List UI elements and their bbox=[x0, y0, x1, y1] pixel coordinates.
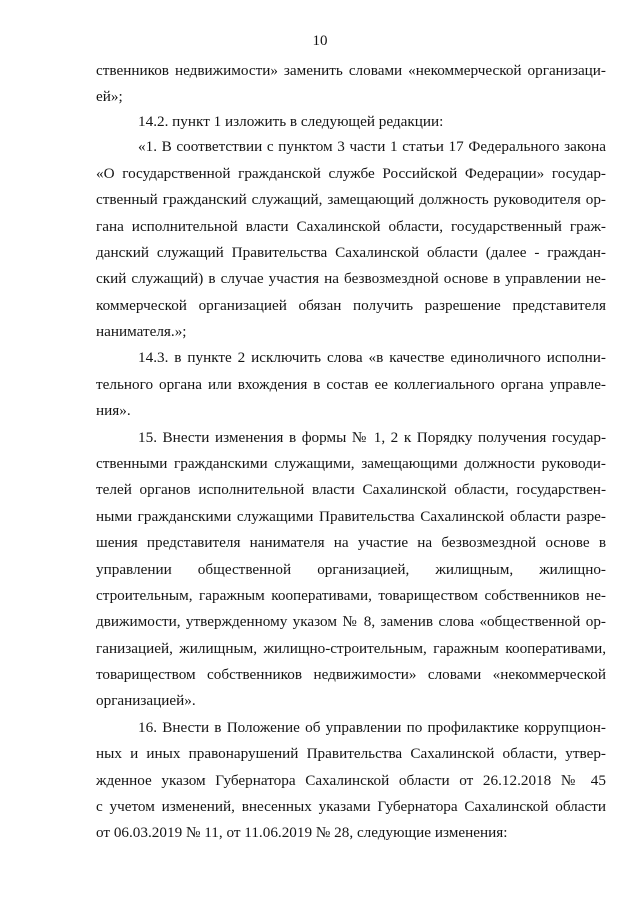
text-line: 15. Внести изменения в формы № 1, 2 к Порядку получения государ- bbox=[138, 429, 606, 446]
text-line: ния». bbox=[96, 402, 131, 419]
text-line: жденное указом Губернатора Сахалинской области от 26.12.2018 № 45 bbox=[96, 772, 606, 789]
text-line: товариществом собственников недвижимости» словами «некоммерческой bbox=[96, 666, 606, 683]
text-line: ственников недвижимости» заменить словами «некоммерческой организаци- bbox=[96, 62, 606, 79]
text-line: организацией». bbox=[96, 692, 196, 709]
text-line: 14.2. пункт 1 изложить в следующей редакции: bbox=[138, 113, 444, 130]
text-line: 14.3. в пункте 2 исключить слова «в качестве единоличного исполни- bbox=[138, 349, 606, 366]
text-line: 16. Внести в Положение об управлении по профилактике коррупцион- bbox=[138, 719, 606, 736]
text-line: строительным, гаражным кооперативами, товариществом собственников не- bbox=[96, 587, 606, 604]
text-line: данский служащий Правительства Сахалинской области (далее - граждан- bbox=[96, 244, 606, 261]
text-line: ганизацией, жилищным, жилищно-строительным, гаражным кооперативами, bbox=[96, 640, 606, 657]
text-line: ными гражданскими служащими Правительства Сахалинской области разре- bbox=[96, 508, 606, 525]
text-line: управлении общественной организацией, жилищным, жилищно- bbox=[96, 561, 606, 578]
page-number: 10 bbox=[312, 33, 328, 49]
text-line: коммерческой организацией обязан получить разрешение представителя bbox=[96, 297, 606, 314]
text-line: ей»; bbox=[96, 88, 123, 105]
text-line: нанимателя.»; bbox=[96, 323, 187, 340]
text-line: с учетом изменений, внесенных указами Губернатора Сахалинской области bbox=[96, 798, 606, 815]
text-line: ский служащий) в случае участия на безвозмездной основе в управлении не- bbox=[96, 270, 606, 287]
text-line: шения представителя нанимателя на участие на безвозмездной основе в bbox=[96, 534, 606, 551]
text-line: гана исполнительной власти Сахалинской области, государственный граж- bbox=[96, 218, 606, 235]
text-line: «О государственной гражданской службе Российской Федерации» государ- bbox=[96, 165, 606, 182]
text-line: ственными гражданскими служащими, замещающими должности руководи- bbox=[96, 455, 606, 472]
text-line: телей органов исполнительной власти Сахалинской области, государствен- bbox=[96, 481, 606, 498]
text-line: тельного органа или вхождения в состав ее коллегиального органа управле- bbox=[96, 376, 606, 393]
text-line: «1. В соответствии с пунктом 3 части 1 статьи 17 Федерального закона bbox=[138, 138, 606, 155]
text-line: ных и иных правонарушений Правительства Сахалинской области, утвер- bbox=[96, 745, 606, 762]
text-line: от 06.03.2019 № 11, от 11.06.2019 № 28, следующие изменения: bbox=[96, 824, 508, 841]
text-line: движимости, утвержденному указом № 8, заменив слова «общественной ор- bbox=[96, 613, 606, 630]
text-line: ственный гражданский служащий, замещающий должность руководителя ор- bbox=[96, 191, 606, 208]
